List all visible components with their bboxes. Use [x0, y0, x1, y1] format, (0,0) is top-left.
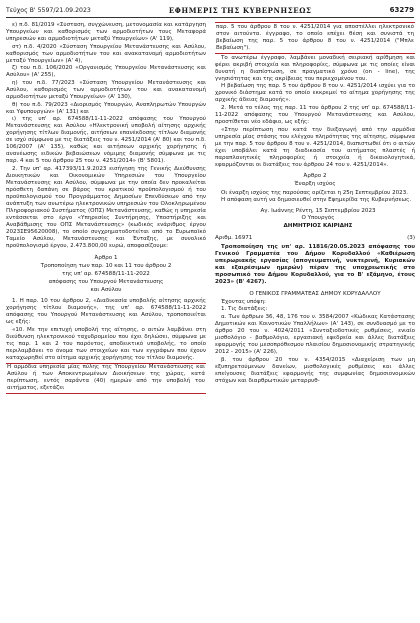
paragraph: ζ) του π.δ. 106/2020 «Οργανισμός Υπουργείου Μετανάστευσης και Ασύλου» (Α' 255), — [6, 65, 206, 79]
highlighted-passage-left — [6, 363, 206, 395]
article-2-subtitle: Έναρξη ισχύος — [294, 181, 336, 188]
considering-label: Έχοντας υπόψη: — [221, 298, 266, 305]
paragraph: θ) του π.δ. 79/2023 «Διορισμός Υπουργών, Αναπληρωτών Υπουργών και Υφυπουργών» (Α' 131) και — [6, 101, 206, 115]
article-2-heading: Άρθρο 2 — [303, 173, 327, 180]
highlighted-passage-right — [215, 22, 415, 54]
publication-clause: Η απόφαση αυτή να δημοσιευθεί στην Εφημερίδα της Κυβερνήσεως. — [221, 197, 412, 204]
page-header — [6, 3, 414, 17]
paragraph: «Στην περίπτωση που κατά την διεξαγωγή από την αρμόδια υπηρεσία μίας στάσης του ελέγχου πληρότητας της αίτησης, σύμφωνα με την παρ. 5 του άρθρου 8 του ν. 4251/2014, διαπιστωθεί ότι ο αιτών έχει υποβάλει κατά τη διαδικασία του αιτήματος πλαστές ή παραπλανητικές πληροφορίες ή στοιχεία ή δικαιολογητικά, εφαρμόζονται οι διατάξεις του άρθρου 24 του ν. 4251/2014». — [215, 126, 415, 168]
signature-place-date: Αγ. Ιωάννης Ρέντη, 15 Σεπτεμβρίου 2023 — [260, 207, 376, 214]
signature-name: ΔΗΜΗΤΡΙΟΣ ΚΑΙΡΙΔΗΣ — [283, 222, 353, 229]
gazette-title: ΕΦΗΜΕΡΙΣ ΤΗΣ ΚΥΒΕΡΝΗΣΕΩΣ — [168, 5, 312, 15]
issue-label: Τεύχος Β' 5597/21.09.2023 — [6, 6, 91, 14]
highlighted-text: Η αρμόδια υπηρεσία μίας πύλης της Υπουργείου Μετανάστευσης και Ασύλου ή των Αποκεντρωμένων Διοικήσεων της χώρας, κατά περίπτωση, εντός σαράντα (40) ημερών από την υποβολή του αιτήματος, εξετάζει — [7, 364, 205, 392]
decision-number: Αριθμ. 16971 — [215, 234, 253, 241]
paragraph: Το ανωτέρω έγγραφο, λαμβάνει μοναδική σειριακή αρίθμηση και φέρει ακριβή στοιχεία και πληροφορίες, σύμφωνα με τις οποίες είναι δυνατή η διαπίστωση, σε πραγματικό χρόνο (on - line), της γνησιότητας και της ακρίβειας του περιεχομένου του. — [215, 54, 415, 82]
article-1-subtitle-line: Τροποποίηση των παρ. 10 και 11 του άρθρου 2 — [40, 263, 172, 270]
signature-role: Ο Υπουργός — [301, 215, 335, 222]
paragraph: Οι έναρξη ισχύος της παρούσας ορίζεται η 25η Σεπτεμβρίου 2023. — [221, 189, 409, 196]
provision-item: β. του άρθρου 20 του ν. 4354/2015 «Διαχείριση των μη εξυπηρετούμενων δανείων, μισθολογικές ρυθμίσεις και άλλες επείγουσες διατάξεις εφαρμογής της συμφωνίας δημοσιονομικών στόχων και διαρθρωτικών μεταρρυθ- — [215, 356, 415, 384]
right-column — [215, 22, 415, 618]
paragraph: «10. Με την επιτυχή υποβολή της αίτησης, ο αιτών λαμβάνει στη διεύθυνση ηλεκτρονικού ταχυδρομείου που έχει δηλώσει, σύμφωνα με τις παρ. 1 και 2 του παρόντος, αποδεικτικό υποβολής, το οποίο περιλαμβάνει το όνομα των στοιχείων και των εγγράφων που έχουν καταχωρηθεί στο αίτημα αρχικής χορήγησης του τίτλου διαμονής. — [6, 326, 206, 362]
article-1-subtitle-line: και Ασύλου — [90, 287, 122, 294]
provision-item: α. Των άρθρων 36, 48, 176 του ν. 3584/2007 «Κώδικας Κατάστασης Δημοτικών και Κοινοτικών Υπαλλήλων» (Α' 143), σε συνδυασμό με το άρθρο 20 του ν. 4024/2011 «Συνταξιοδοτικές ρυθμίσεις, ενιαίο μισθολόγιο - βαθμολόγιο, εργασιακή εφεδρεία και άλλες διατάξεις εφαρμογής του μεσοπρόθεσμου πλαισίου δημοσιονομικής στρατηγικής 2012 - 2015» (Α' 226), — [215, 313, 415, 355]
paragraph: 1. Η παρ. 10 του άρθρου 2, «Διαδικασία υποβολής αίτησης αρχικής χορήγησης τίτλου διαμονής», της υπ' αρ. 674588/11-11-2022 απόφασης του Υπουργού Μετανάστευσης και Ασύλου, τροποποιείται ως εξής: — [6, 298, 206, 326]
article-1-subtitle-line: της υπ' αρ. 674588/11-11-2022 — [62, 271, 150, 278]
decision-header — [215, 235, 415, 242]
page-number: 63279 — [389, 6, 414, 14]
paragraph: ι) της υπ' αρ. 674588/11-11-2022 απόφασης του Υπουργού Μετανάστευσης και Ασύλου «Ηλεκτρονική υποβολή αίτησης αρχικής χορήγησης τίτλων διαμονής, αιτήσεων επανέκδοσης τίτλων διαμονής σε ισχύ σύμφωνα με τις διατάξεις του ν. 4251/2014 (Α' 80) και του π.δ. 106/2007 (Α' 135), καθώς και αιτήσεων αρχικής χορήγησης ή ανανέωσης ειδικών βεβαιώσεων νόμιμης διαμονής σύμφωνα με τις παρ. 4 και 5 του άρθρου 25 του ν. 4251/2014» (Β' 5801). — [6, 116, 206, 165]
decision-issuer: Ο ΓΕΝΙΚΟΣ ΓΡΑΜΜΑΤΕΑΣ ΔΗΜΟΥ ΚΟΡΥΔΑΛΛΟΥ — [249, 290, 381, 297]
article-1-heading: Άρθρο 1 — [94, 255, 118, 261]
paragraph: 2. Μετά το τέλος της παρ. 11 του άρθρου 2 της υπ' αρ. 674588/11-11-2022 απόφασης του Υπουργού Μετανάστευσης και Ασύλου, προστίθεται νέο εδάφιο, ως εξής: — [215, 105, 415, 126]
decision-index: (3) — [407, 234, 415, 241]
paragraph: 2. Την υπ' αρ. 417393/11.9.2023 εισήγηση της Γενικής Διεύθυνσης Διοικητικών και Οικονομικών Υπηρεσιών του Υπουργείου Μετανάστευσης και Ασύλου, σύμφωνα με την οποία δεν προκαλείται πρόσθετη δαπάνη σε βάρος του κρατικού προϋπολογισμού ή του προϋπολογισμού του Προγράμματος Δημοσίων Επενδύσεων από την ανάπτυξη των ανωτέρω ηλεκτρονικών υπηρεσιών του Ολοκληρωμένου Πληροφοριακού Συστήματος (ΟΠΣ) Μετανάστευσης, καθώς η υπηρεσία εντάσσεται στο έργο «Υπηρεσίες Συντήρησης, Υποστήριξης και Αναβάθμισης του ΟΠΣ Μετανάστευσης» (κωδικός ενάριθμος έργου 2023ΣΕ95620008), το οποίο συγχρηματοδοτείται από το Ευρωπαϊκό Ταμείο Ασύλου, Μετανάστευσης και Ένταξης, με συνολικό προϋπολογισμό έργου, 2.473.800,00 ευρώ, αποφασίζουμε: — [6, 165, 206, 250]
paragraph: ε) π.δ. 81/2019 «Σύσταση, συγχώνευση, μετονομασία και κατάργηση Υπουργείων και καθορισμός των αρμοδιοτήτων τους Μεταφορά υπηρεσιών και αρμοδιοτήτων μεταξύ Υπουργείων» (Α' 119), — [6, 22, 206, 43]
paragraph: στ) π.δ. 4/2020 «Σύσταση Υπουργείου Μετανάστευσης και Ασύλου, καθορισμός των αρμοδιοτήτων του και ανακατανομή αρμοδιοτήτων μεταξύ Υπουργείων» (Α' 4), — [6, 43, 206, 64]
provisions-label: 1. Τις διατάξεις: — [221, 306, 268, 313]
paragraph: Η βεβαίωση της παρ. 5 του άρθρου 8 του ν. 4251/2014 ισχύει για το χρονικό διάστημα κατά το οποίο εκκρεμεί το αίτημα χορήγησης της αρχικής άδειας διαμονής». — [215, 83, 415, 104]
article-1-subtitle-line: απόφασης του Υπουργού Μετανάστευσης — [48, 279, 164, 286]
decision-title: Τροποποίηση της υπ' αρ. 11816/20.05.2023 απόφασης του Γενικού Γραμματέα του Δήμου Κορυδαλλού «Καθιέρωση υπερωριακής εργασίας (απογευματινή, νυκτερινή, Κυριακών και εξαιρέσιμων ημερών) πέραν της υποχρεωτικής στο προσωπικό του Δήμου Κορυδαλλού, για το Β' εξάμηνο, έτους 2023» (Β' 4267). — [215, 243, 415, 286]
highlighted-text: παρ. 5 του άρθρου 8 του ν. 4251/2014 για αποστέλλει ηλεκτρονικό στον αιτούντα. έγγραφο, το οποίο επέχει θέση και συνιστά τη βεβαίωση της παρ. 5 του άρθρου 8 του ν. 4251/2014 ("Μπλε Βεβαίωση"). — [216, 23, 414, 51]
header-rule — [6, 17, 414, 18]
left-column — [6, 22, 206, 618]
paragraph: η) του π.δ. 77/2023 «Σύσταση Υπουργείου Μετανάστευσης και Ασύλου, καθορισμός των αρμοδιοτήτων του και ανακατανομή αρμοδιοτήτων μεταξύ Υπουργείων» (Α' 130), — [6, 79, 206, 100]
